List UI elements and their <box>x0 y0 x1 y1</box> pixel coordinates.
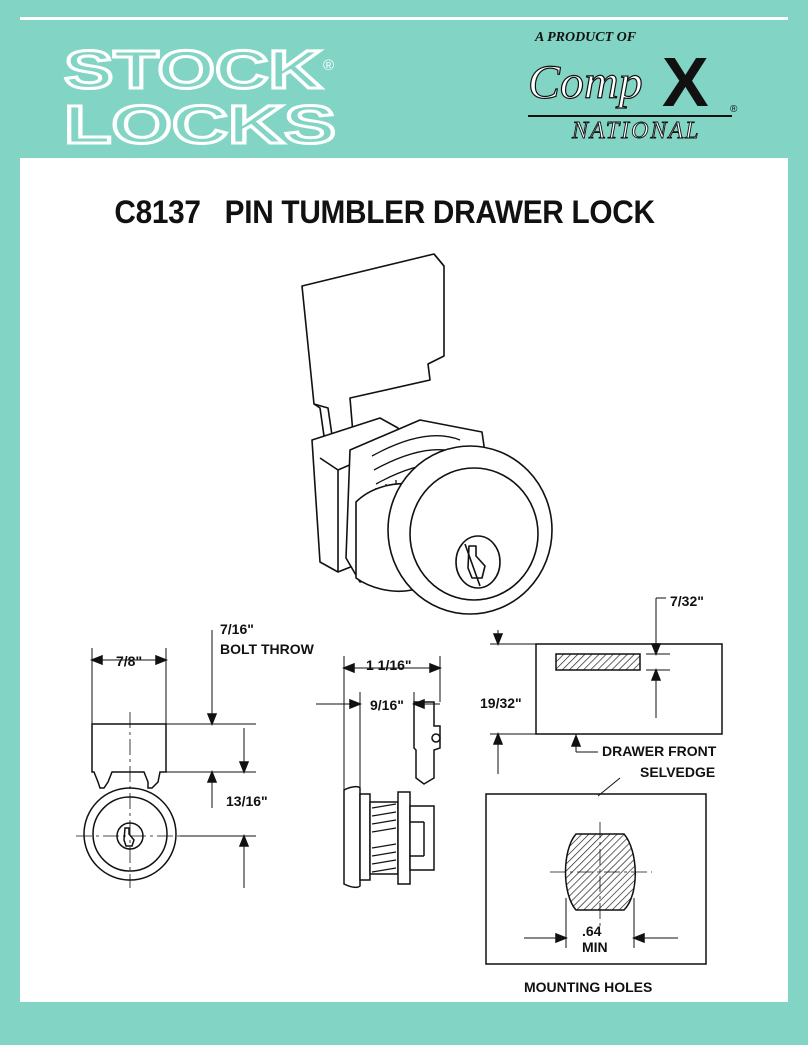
arrow-7-32-top <box>652 644 660 654</box>
label-overall-length: 1 1/16" <box>366 657 412 673</box>
label-drawer-front: DRAWER FRONT <box>602 743 717 759</box>
page-title: C8137 PIN TUMBLER DRAWER LOCK <box>114 194 655 230</box>
label-body-length: 9/16" <box>370 697 404 713</box>
compx-word: Comp <box>528 56 643 109</box>
label-drawer-thickness: 19/32" <box>480 695 522 711</box>
arrow-7-8-left <box>92 656 102 664</box>
arrow-9-16-left <box>350 700 360 708</box>
technical-drawing <box>20 158 788 1002</box>
arrow-19-32-top <box>494 634 502 644</box>
arrow-1-1-16-left <box>344 664 354 672</box>
arrow-13-16-bottom <box>240 836 248 846</box>
side-nut <box>398 792 410 884</box>
label-cam-thickness: 7/32" <box>670 593 704 609</box>
stock-locks-logo <box>62 42 362 152</box>
brand-line-stock: STOCK <box>64 42 322 100</box>
front-cam <box>92 724 166 788</box>
compx-x-mark: X <box>662 43 709 121</box>
arrow-1-1-16-right <box>430 664 440 672</box>
front-view <box>76 630 256 888</box>
label-bolt-throw: BOLT THROW <box>220 641 314 657</box>
top-rule <box>20 17 788 20</box>
side-face <box>344 787 360 888</box>
side-tail <box>410 806 434 870</box>
arrow-19-32-bottom <box>494 734 502 744</box>
label-front-height: 13/16" <box>226 793 268 809</box>
arrow-7-8-right <box>156 656 166 664</box>
arrow-bolt-throw <box>208 714 216 724</box>
lock-illustration <box>302 254 552 614</box>
product-of-label: A PRODUCT OF <box>535 30 637 45</box>
brand-line-locks: LOCKS <box>64 95 336 152</box>
drawer-slot <box>556 654 640 670</box>
side-cam <box>414 702 440 784</box>
brand-trademark: ® <box>323 57 335 74</box>
arrow-hole-left <box>556 934 566 942</box>
label-selvedge: SELVEDGE <box>640 764 716 780</box>
label-mounting-holes: MOUNTING HOLES <box>524 979 653 995</box>
arrow-13-16-top <box>240 762 248 772</box>
label-front-width: 7/8" <box>116 653 143 669</box>
national-word: NATIONAL <box>572 118 701 142</box>
arrow-13-16-up <box>208 772 216 782</box>
arrow-hole-right <box>634 934 644 942</box>
compx-trademark: ® <box>730 104 738 115</box>
label-bolt-throw-value: 7/16" <box>220 621 254 637</box>
side-view <box>316 656 440 887</box>
label-hole-unit: MIN <box>582 939 608 955</box>
arrow-drawer-front <box>572 736 580 746</box>
side-shoulder <box>360 794 370 880</box>
arrow-7-32-bottom <box>652 670 660 680</box>
label-hole-value: .64 <box>582 923 602 939</box>
compx-national-logo <box>522 42 752 142</box>
